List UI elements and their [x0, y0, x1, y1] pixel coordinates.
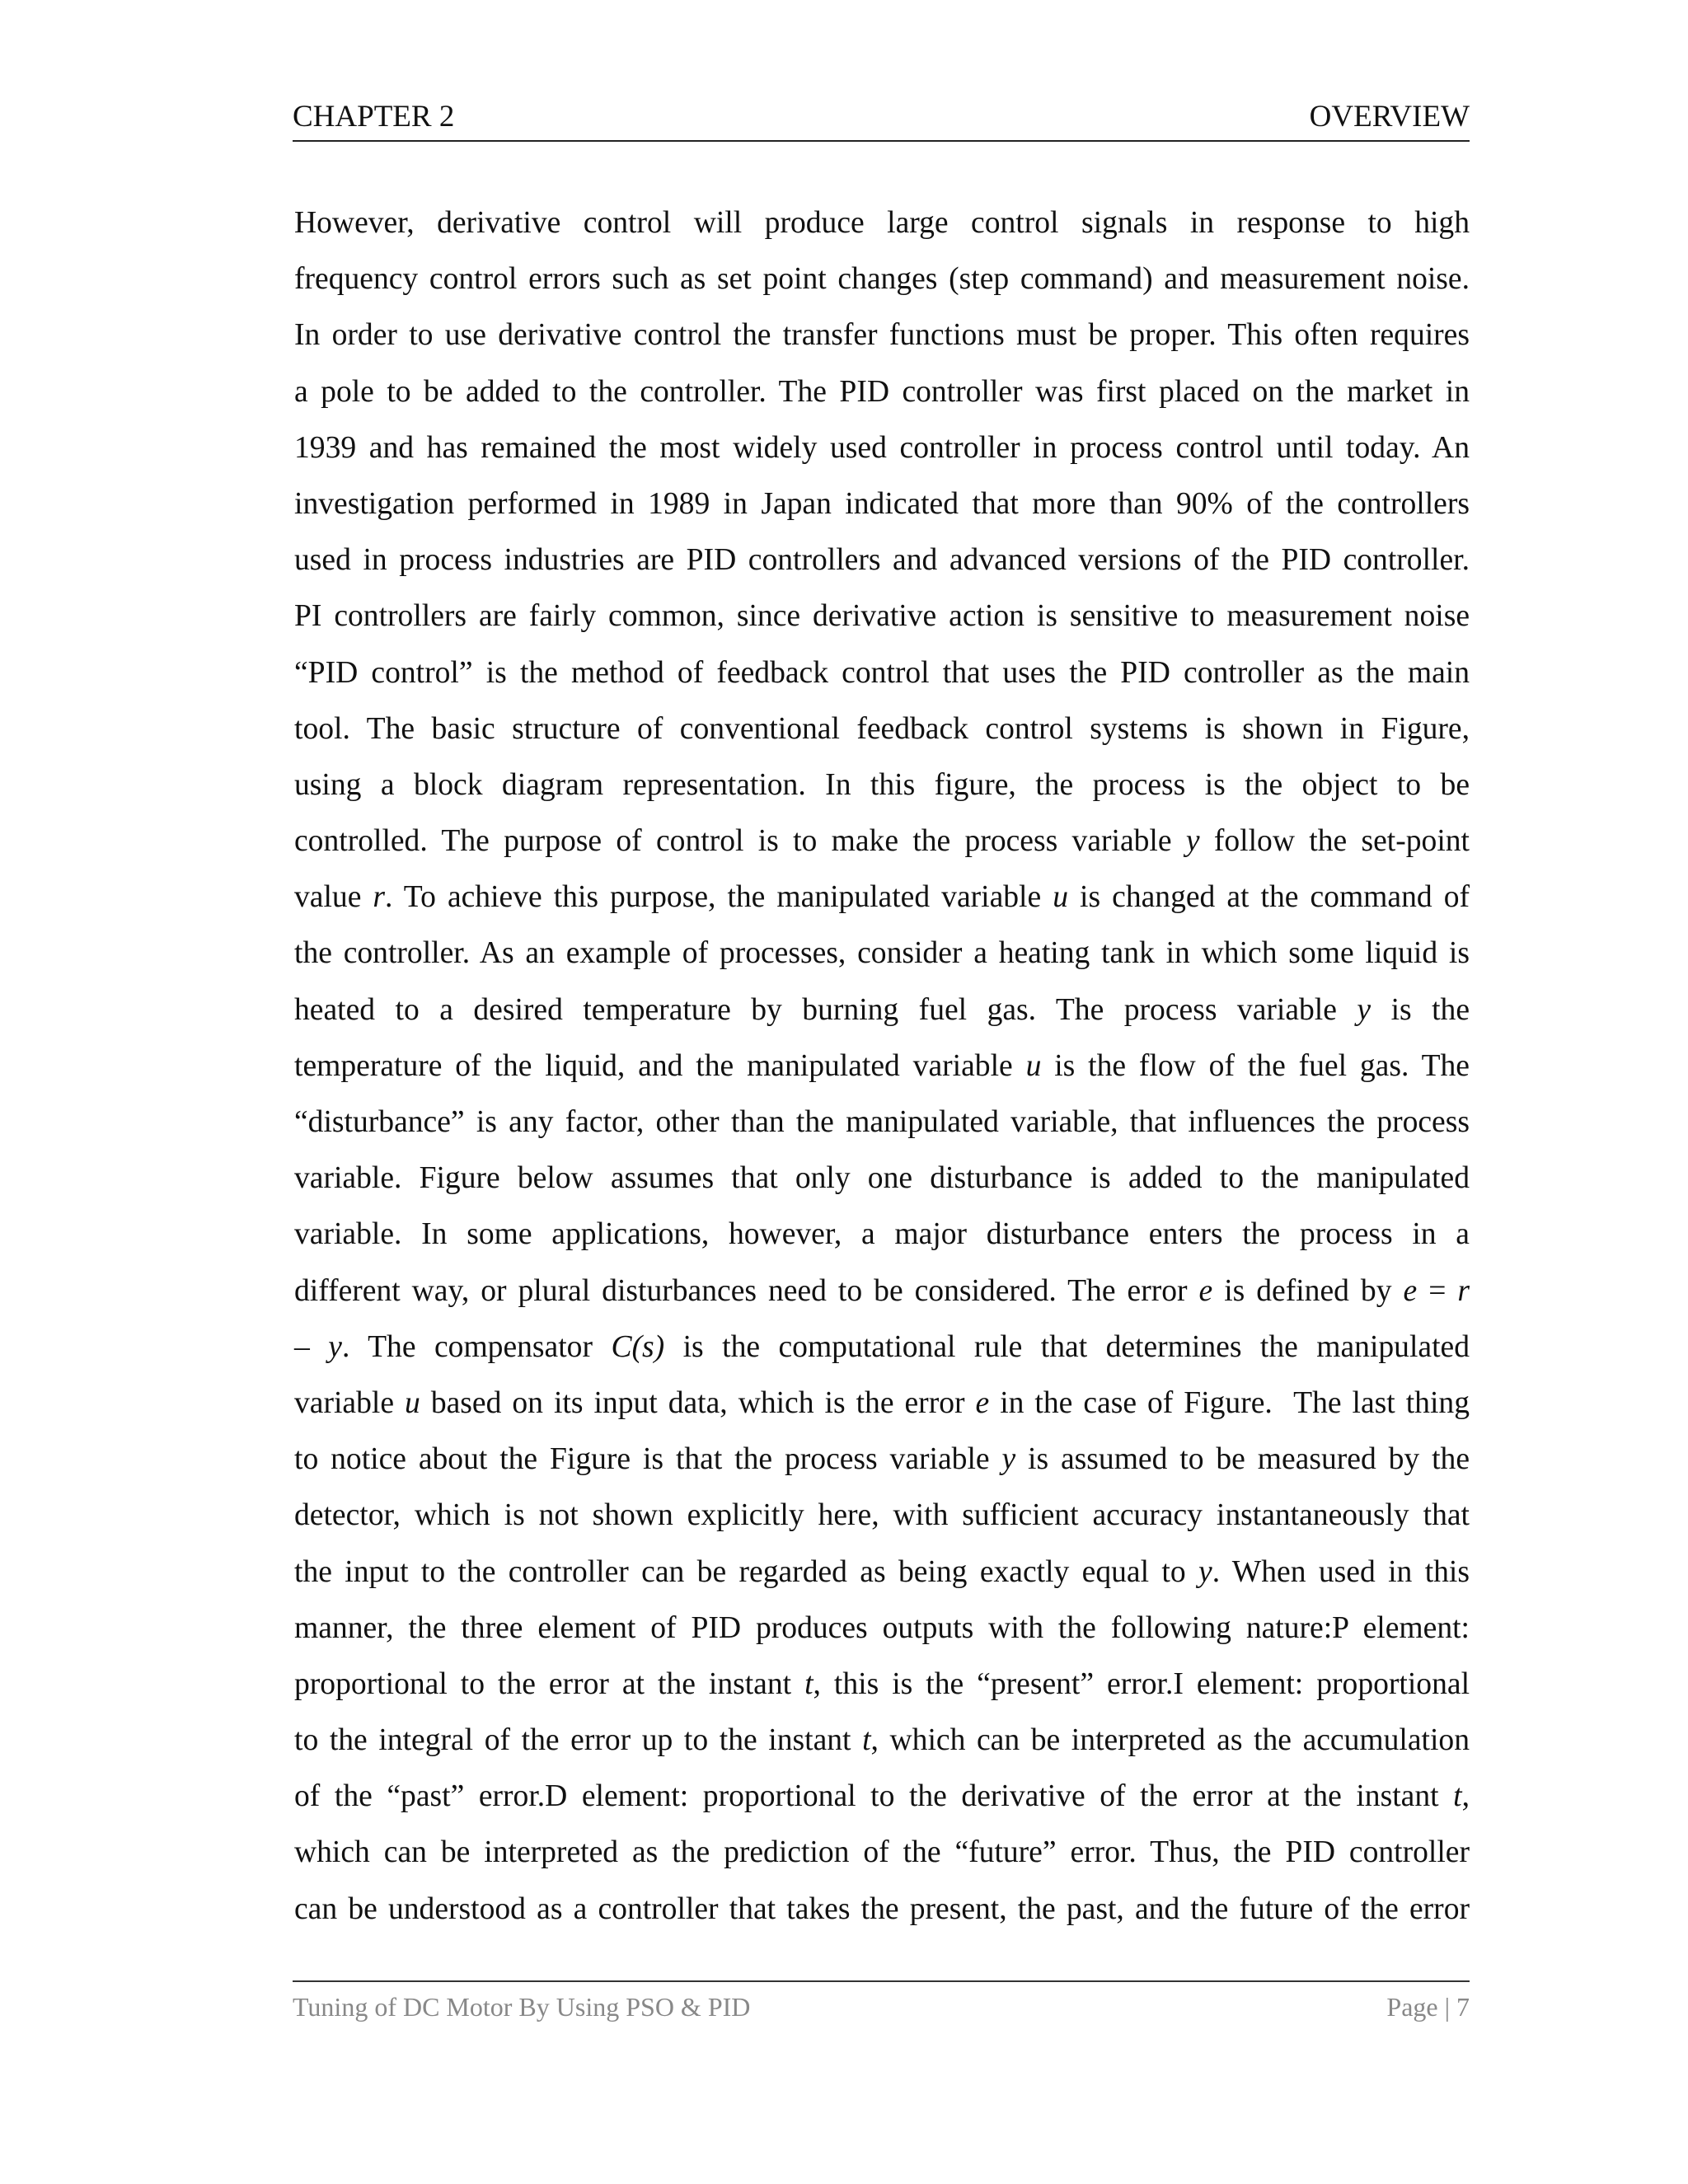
text-line: heated to a desired temperature by burning fuel gas. The process variable y is the — [294, 992, 1470, 1027]
text-line: a pole to be added to the controller. The PID controller was first placed on the market in — [294, 374, 1470, 409]
page-number: Page | 7 — [1386, 1992, 1470, 2022]
text-line: In order to use derivative control the transfer functions must be proper. This often requires — [294, 318, 1470, 353]
chapter-label: CHAPTER 2 — [293, 100, 455, 134]
text-line: “disturbance” is any factor, other than the manipulated variable, that influences the process — [294, 1105, 1470, 1139]
text-line: frequency control errors such as set point changes (step command) and measurement noise. — [294, 262, 1470, 297]
text-line: controlled. The purpose of control is to make the process variable y follow the set-point — [294, 824, 1470, 859]
text-line: to notice about the Figure is that the process variable y is assumed to be measured by the — [294, 1442, 1470, 1477]
text-line: investigation performed in 1989 in Japan indicated that more than 90% of the controllers — [294, 486, 1470, 521]
text-line: PI controllers are fairly common, since derivative action is sensitive to measurement noise — [294, 599, 1470, 634]
text-line: used in process industries are PID controllers and advanced versions of the PID controller. — [294, 543, 1470, 578]
text-line: using a block diagram representation. In this figure, the process is the object to be — [294, 767, 1470, 802]
text-line: the controller. As an example of processes, consider a heating tank in which some liquid is — [294, 936, 1470, 971]
text-line: 1939 and has remained the most widely used controller in process control until today. An — [294, 430, 1470, 465]
text-line: to the integral of the error up to the instant t, which can be interpreted as the accumulation — [294, 1723, 1470, 1758]
document-title: Tuning of DC Motor By Using PSO & PID — [293, 1992, 751, 2022]
section-title: OVERVIEW — [1309, 100, 1470, 134]
body-paragraph — [294, 195, 1470, 1938]
text-line: the input to the controller can be regarded as being exactly equal to y. When used in this — [294, 1554, 1470, 1589]
text-line: of the “past” error.D element: proportional to the derivative of the error at the instant t, — [294, 1779, 1470, 1814]
text-line: temperature of the liquid, and the manipulated variable u is the flow of the fuel gas. The — [294, 1048, 1470, 1083]
text-line: can be understood as a controller that takes the present, the past, and the future of the error — [294, 1891, 1470, 1926]
text-line: – y. The compensator C(s) is the computational rule that determines the manipulated — [294, 1329, 1470, 1364]
text-line: manner, the three element of PID produces outputs with the following nature:P element: — [294, 1610, 1470, 1645]
text-line: variable. In some applications, however, a major disturbance enters the process in a — [294, 1217, 1470, 1252]
text-line: detector, which is not shown explicitly here, with sufficient accuracy instantaneously that — [294, 1498, 1470, 1533]
text-line: proportional to the error at the instant t, this is the “present” error.I element: proportional — [294, 1666, 1470, 1701]
text-line: variable. Figure below assumes that only one disturbance is added to the manipulated — [294, 1161, 1470, 1196]
text-line: variable u based on its input data, which is the error e in the case of Figure. The last thing — [294, 1385, 1470, 1420]
text-line: However, derivative control will produce large control signals in response to high — [294, 206, 1470, 240]
text-line: value r. To achieve this purpose, the manipulated variable u is changed at the command of — [294, 880, 1470, 915]
page-header — [293, 94, 1470, 142]
text-line: tool. The basic structure of conventional feedback control systems is shown in Figure, — [294, 711, 1470, 746]
text-line: which can be interpreted as the prediction of the “future” error. Thus, the PID controller — [294, 1835, 1470, 1870]
text-line: different way, or plural disturbances need to be considered. The error e is defined by e = r — [294, 1273, 1470, 1308]
text-line: “PID control” is the method of feedback control that uses the PID controller as the main — [294, 655, 1470, 690]
page-footer — [293, 1980, 1470, 2022]
